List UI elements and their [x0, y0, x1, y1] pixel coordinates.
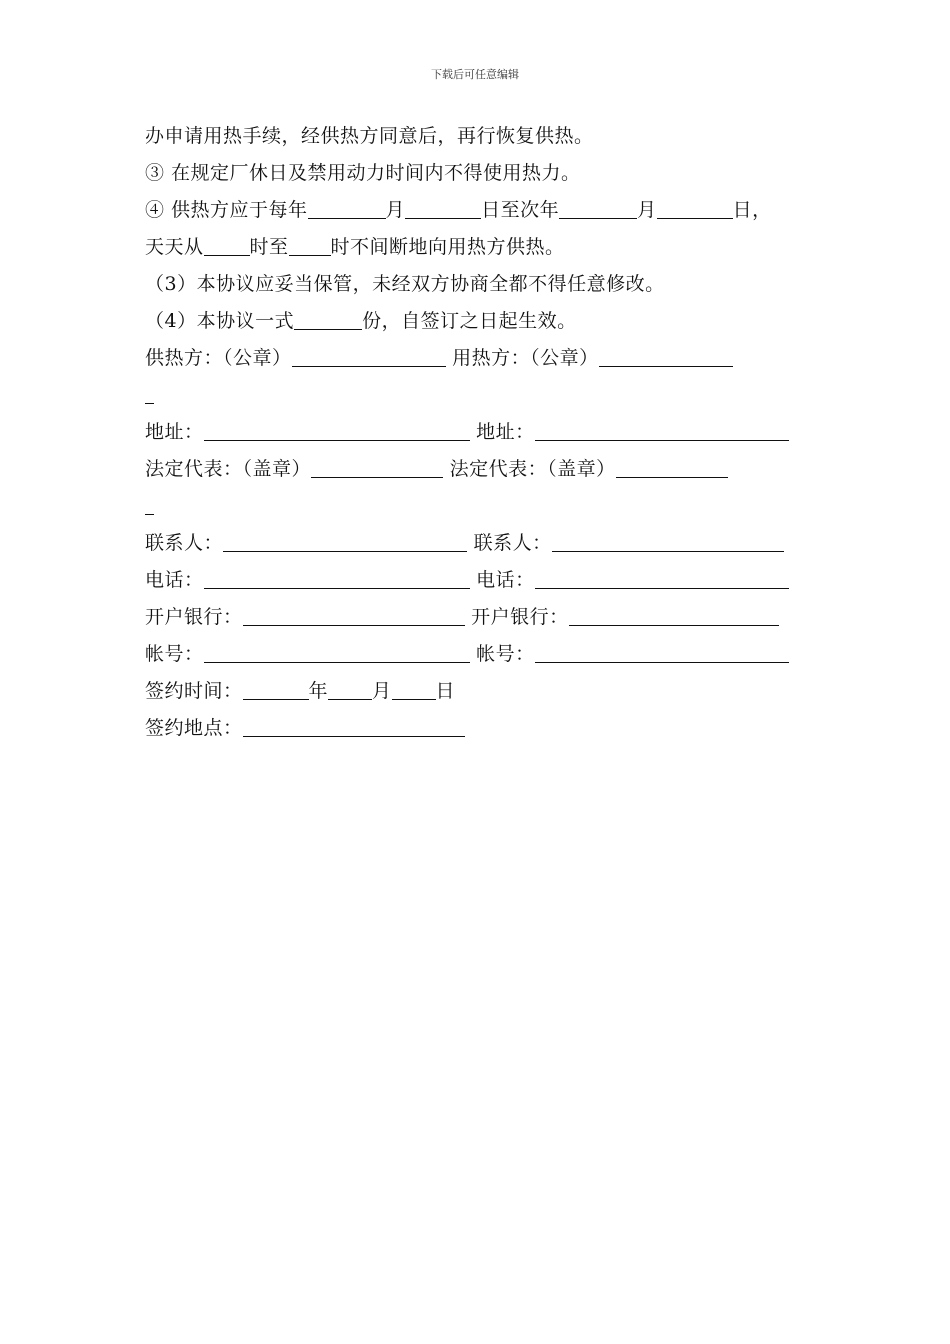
wrapped-blank — [145, 383, 154, 404]
month-label: 月 — [385, 199, 406, 221]
start-hour-blank[interactable] — [204, 235, 250, 256]
copies-blank[interactable] — [294, 309, 362, 330]
clause-text: 办申请用热手续，经供热方同意后，再行恢复供热。 — [145, 125, 594, 147]
supplier-seal-label: 供热方：（公章） — [145, 347, 292, 369]
signing-year-blank[interactable] — [243, 679, 309, 700]
supplier-seal-blank[interactable] — [292, 346, 446, 367]
signature-row-legal — [145, 451, 825, 488]
continuous-supply-text: 时不间断地向用热方供热。 — [330, 236, 565, 258]
user-bank-label: 开户银行： — [471, 606, 569, 628]
signing-date-label: 签约时间： — [145, 680, 243, 702]
page-header: 下载后可任意编辑 — [431, 68, 519, 81]
signature-row-phone — [145, 562, 825, 599]
signature-row-bank — [145, 599, 825, 636]
wrapped-blank — [145, 494, 154, 515]
clause-3-keeping-text: （3）本协议应妥当保管，未经双方协商全都不得任意修改。 — [145, 273, 665, 295]
user-phone-label: 电话： — [476, 569, 535, 591]
supplier-address-label: 地址： — [145, 421, 204, 443]
supplier-bank-blank[interactable] — [243, 605, 465, 626]
to-next-year-label: 日至次年 — [481, 199, 560, 221]
signature-row-seal — [145, 340, 825, 377]
clause-3-text: ③ 在规定厂休日及禁用动力时间内不得使用热力。 — [145, 162, 581, 184]
paragraph-line — [145, 155, 825, 192]
day-label: 日， — [732, 199, 772, 221]
user-bank-blank[interactable] — [569, 605, 779, 626]
user-address-label: 地址： — [476, 421, 535, 443]
document-body — [145, 118, 825, 747]
daily-label: 天天从 — [145, 236, 204, 258]
end-day-blank[interactable] — [657, 198, 733, 219]
supplier-legal-label: 法定代表：（盖章） — [145, 458, 312, 480]
supplier-address-blank[interactable] — [204, 420, 470, 441]
wrap-line — [145, 488, 825, 525]
paragraph-line — [145, 303, 825, 340]
signing-place-label: 签约地点： — [145, 717, 243, 739]
effective-text: 份，自签订之日起生效。 — [362, 310, 577, 332]
signature-row-account — [145, 636, 825, 673]
supplier-legal-blank[interactable] — [311, 457, 443, 478]
supplier-contact-label: 联系人： — [145, 532, 224, 554]
start-month-blank[interactable] — [308, 198, 386, 219]
month-label: 月 — [372, 680, 392, 702]
user-account-label: 帐号： — [476, 643, 535, 665]
start-day-blank[interactable] — [405, 198, 481, 219]
supplier-phone-blank[interactable] — [204, 568, 470, 589]
hour-to-label: 时至 — [249, 236, 289, 258]
signing-date-row — [145, 673, 825, 710]
end-hour-blank[interactable] — [289, 235, 331, 256]
wrap-line — [145, 377, 825, 414]
user-phone-blank[interactable] — [535, 568, 789, 589]
supplier-account-blank[interactable] — [204, 642, 470, 663]
supplier-bank-label: 开户银行： — [145, 606, 243, 628]
paragraph-line — [145, 229, 825, 266]
paragraph-line — [145, 266, 825, 303]
day-label: 日 — [435, 680, 456, 702]
paragraph-line — [145, 118, 825, 155]
user-seal-blank[interactable] — [599, 346, 733, 367]
user-legal-label: 法定代表：（盖章） — [449, 458, 616, 480]
user-contact-label: 联系人： — [473, 532, 552, 554]
signing-month-blank[interactable] — [328, 679, 372, 700]
paragraph-line — [145, 192, 825, 229]
clause-4-text: ④ 供热方应于每年 — [145, 199, 308, 221]
month-label: 月 — [637, 199, 657, 221]
user-seal-label: 用热方：（公章） — [452, 347, 599, 369]
signature-row-contact — [145, 525, 825, 562]
end-month-blank[interactable] — [559, 198, 637, 219]
supplier-account-label: 帐号： — [145, 643, 204, 665]
user-address-blank[interactable] — [535, 420, 789, 441]
clause-4-copies-text: （4）本协议一式 — [145, 310, 295, 332]
user-account-blank[interactable] — [535, 642, 789, 663]
supplier-phone-label: 电话： — [145, 569, 204, 591]
user-contact-blank[interactable] — [552, 531, 784, 552]
signing-day-blank[interactable] — [392, 679, 436, 700]
user-legal-blank[interactable] — [616, 457, 728, 478]
signature-row-address — [145, 414, 825, 451]
year-label: 年 — [308, 680, 329, 702]
signing-place-row — [145, 710, 825, 747]
supplier-contact-blank[interactable] — [223, 531, 467, 552]
signing-place-blank[interactable] — [243, 716, 465, 737]
